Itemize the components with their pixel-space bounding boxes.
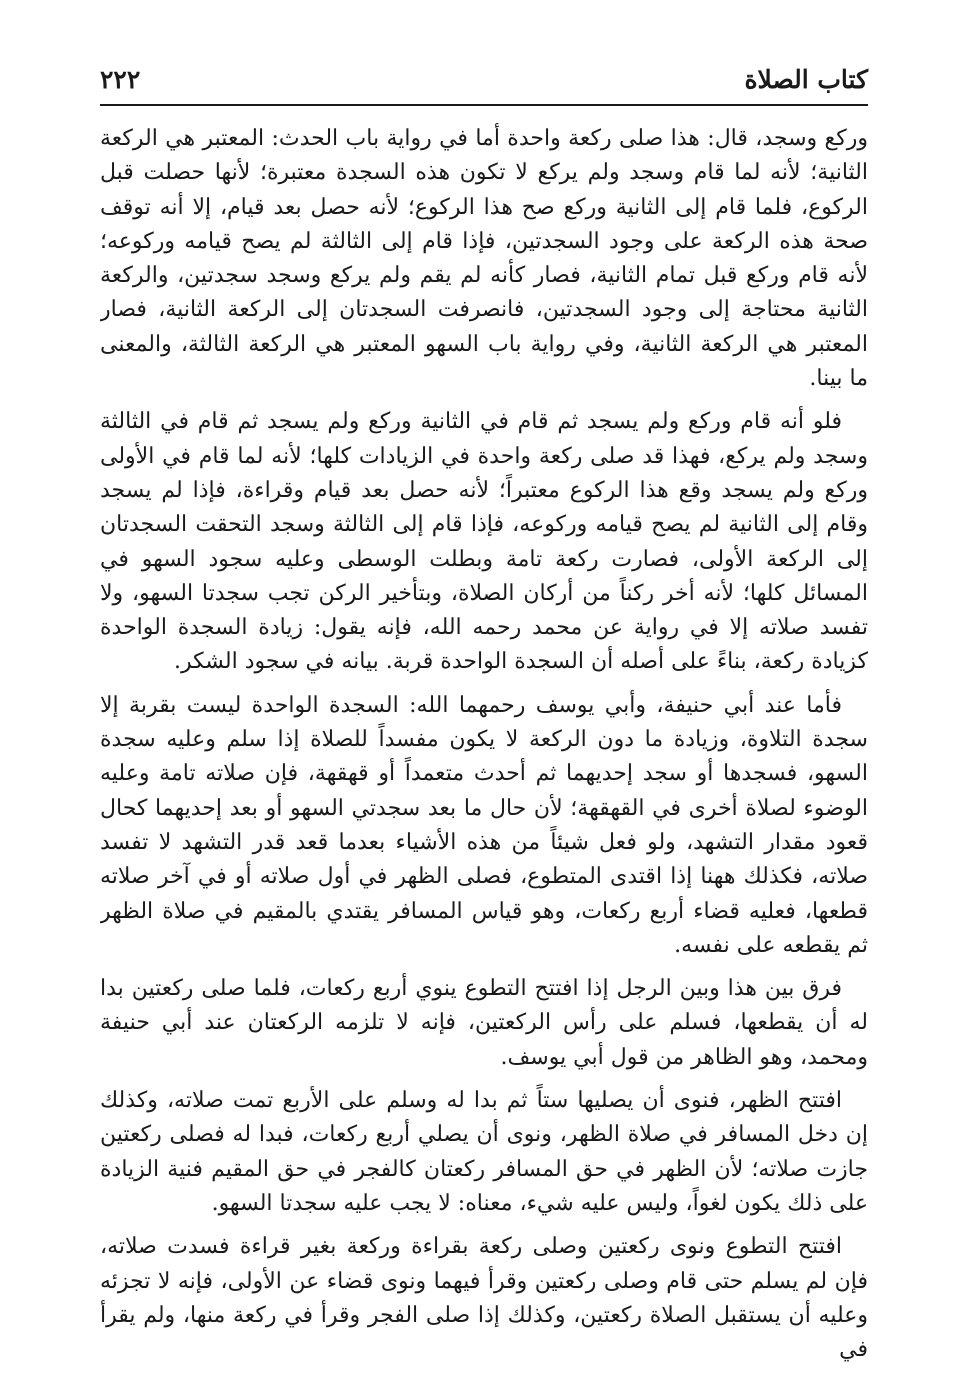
- page-header: [100, 56, 868, 96]
- paragraph: افتتح التطوع ونوى ركعتين وصلى ركعة بقراءة وركعة بغير قراءة فسدت صلاته، فإن لم يسلم حتى قام وصلى ركعتين وقرأ فيهما ونوى قضاء عن الأولى، فإنه لا تجزئه وعليه أن يستقبل الصلاة ركعتين، وكذلك إذا صلى الفجر وقرأ في ركعة منها، ولم يقرأ في: [100, 1234, 868, 1363]
- paragraph: فلو أنه قام وركع ولم يسجد ثم قام في الثانية وركع ولم يسجد ثم قام في الثالثة وسجد ولم يركع، فهذا قد صلى ركعة واحدة في الزيادات كلها؛ لأنه لما قام في الأولى وركع ولم يسجد وقع هذا الركوع معتبراً؛ لأنه حصل بعد قيام وقراءة، فإذا لم يسجد وقام إلى الثانية لم يصح قيامه وركوعه، فإذا قام إلى الثالثة وسجد التحقت السجدتان إلى الركعة الأولى، فصارت ركعة تامة وبطلت الوسطى وعليه سجود السهو في المسائل كلها؛ لأنه أخر ركناً من أركان الصلاة، وبتأخير الركن تجب سجدتا السهو، ولا تفسد صلاته إلا في رواية عن محمد رحمه الله، فإنه يقول: زيادة السجدة الواحدة كزيادة ركعة، بناءً على أصله أن السجدة الواحدة قربة. بيانه في سجود الشكر.: [100, 409, 868, 675]
- paragraph: فأما عند أبي حنيفة، وأبي يوسف رحمهما الله: السجدة الواحدة ليست بقربة إلا سجدة التلاوة، وزيادة ما دون الركعة لا يكون مفسداً للصلاة إذا سلم وعليه سجدة السهو، فسجدها أو سجد إحديهما ثم أحدث متعمداً أو قهقهة، فإن صلاته تامة وعليه الوضوء لصلاة أخرى في القهقهة؛ لأن حال ما بعد سجدتي السهو أو بعد إحديهما كحال قعود مقدار التشهد، ولو فعل شيئاً من هذه الأشياء بعدما قعد قدر التشهد لا تفسد صلاته، فكذلك ههنا إذا اقتدى المتطوع، فصلى الظهر في أول صلاته أو في آخر صلاته قطعها، فعليه قضاء أربع ركعات، وهو قياس المسافر يقتدي بالمقيم في صلاة الظهر ثم يقطعه على نفسه.: [100, 692, 868, 958]
- paragraph: فرق بين هذا وبين الرجل إذا افتتح التطوع ينوي أربع ركعات، فلما صلى ركعتين بدا له أن يقطعها، فسلم على رأس الركعتين، فإنه لا تلزمه الركعتان عند أبي حنيفة ومحمد، وهو الظاهر من قول أبي يوسف.: [100, 976, 868, 1070]
- page-body: [100, 122, 868, 1380]
- page-number: ٢٢٢: [100, 65, 141, 94]
- chapter-title: كتاب الصلاة: [744, 65, 868, 94]
- paragraph: افتتح الظهر، فنوى أن يصليها ستاً ثم بدا له وسلم على الأربع تمت صلاته، وكذلك إن دخل المسافر في صلاة الظهر، ونوى أن يصلي أربع ركعات، فبدا له فصلى ركعتين جازت صلاته؛ لأن الظهر في حق المسافر ركعتان كالفجر في حق المقيم فنية الزيادة على ذلك يكون لغواً، وليس عليه شيء، معناه: لا يجب عليه سجدتا السهو.: [100, 1088, 868, 1216]
- header-divider: [100, 104, 868, 106]
- paragraph-continuation: وركع وسجد، قال: هذا صلى ركعة واحدة أما في رواية باب الحدث: المعتبر هي الركعة الثانية؛ لأنه لما قام وسجد ولم يركع لا تكون هذه السجدة معتبرة؛ لأنها حصلت قبل الركوع، فلما قام إلى الثانية وركع صح هذا الركوع؛ لأنه حصل بعد قيام، إلا أنه توقف صحة هذه الركعة على وجود السجدتين، فإذا قام إلى الثالثة لم يصح قيامه وركوعه؛ لأنه قام وركع قبل تمام الثانية، فصار كأنه لم يقم ولم يركع وسجد سجدتين، والركعة الثانية محتاجة إلى وجود السجدتين، فانصرفت السجدتان إلى الركعة الثانية، فصار المعتبر هي الركعة الثانية، وفي رواية باب السهو المعتبر هي الركعة الثالثة، والمعنى ما بينا.: [100, 126, 868, 392]
